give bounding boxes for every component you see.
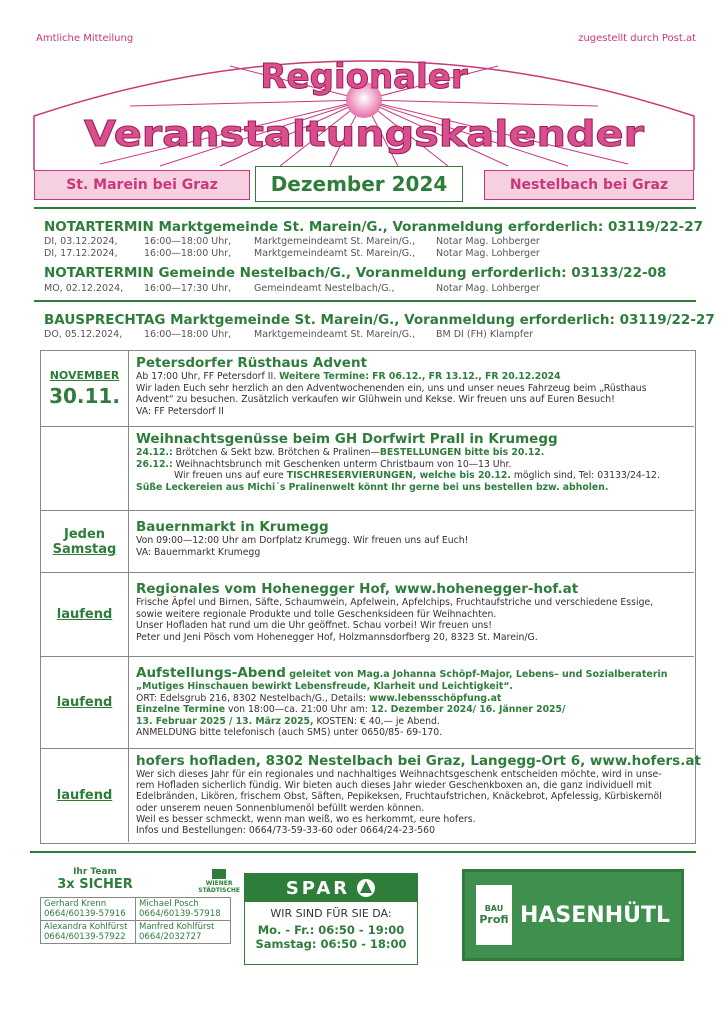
top-right-note: zugestellt durch Post.at <box>578 33 696 44</box>
event-title: Regionales vom Hohenegger Hof, www.hohenegger-hof.at <box>136 581 579 597</box>
contact-cell: Alexandra Kohlfürst 0664/60139-57922 <box>41 921 136 944</box>
spar-logo: SPAR <box>245 874 417 902</box>
event-row-bauernmarkt <box>41 511 694 573</box>
event-title: Weihnachtsgenüsse beim GH Dorfwirt Prall in Krumegg <box>136 431 558 447</box>
event-title: Aufstellungs-Abend geleitet von Mag.a Johanna Schöpf-Major, Lebens– und Sozialberaterin <box>136 665 668 681</box>
top-left-note: Amtliche Mitteilung <box>36 33 134 44</box>
event-date-cell <box>41 511 129 572</box>
location-nestelbach: Nestelbach bei Graz <box>484 170 694 200</box>
event-description: 24.12.: Brötchen & Sekt bzw. Brötchen & Pralinen—BESTELLUNGEN bitte bis 20.12. 26.12.: Weihnachtsbrunch mit Geschenken unterm Christbaum von 10—13 Uhr. Wir freuen uns auf eure TISCHRESERVIERUNGEN, welche bis 20.12. möglich sind, Tel: 03133/24-12. Süße Leckereien aus Michi´s Pralinenwelt könnt Ihr gerne bei uns bestellen bzw. abholen. <box>136 447 660 493</box>
title-veranstaltungskalender: Veranstaltungskalender <box>84 114 645 155</box>
hasenhuetl-ad <box>462 869 684 961</box>
event-description: „Mutiges Hinschauen bewirkt Lebensfreude, Klarheit und Leichtigkeit“. ORT: Edelsgrub 216, 8302 Nestelbach/G., Details: www.lebensschöpfung.at Einzelne Termine von 18:00—ca. 21:00 Uhr am: 12. Dezember 2024/ 16. Jänner 2025/ 13. Februar 2025 / 13. März 2025, KOSTEN: € 40,— je Abend. ANMELDUNG bitte telefonisch (auch SMS) unter 0650/85- 69-170. <box>136 681 566 739</box>
footer <box>30 855 696 980</box>
event-description: Von 09:00—12:00 Uhr am Dorfplatz Krumegg. Wir freuen uns auf Euch! VA: Bauernmarkt Krumegg <box>136 535 469 558</box>
event-description: Frische Äpfel und Birnen, Säfte, Schaumwein, Apfelwein, Apfelchips, Fruchtaufstriche und verschiedene Essige, sowie weitere regionale Produkte und tolle Geschenksideen für Weihnachten. Unser Hofladen hat rund um die Uhr geöffnet. Schau vorbei! Wir freuen uns! Peter und Jeni Pösch vom Hohenegger Hof, Holzmannsdorfberg 20, 8323 St. Marein/G. <box>136 597 654 643</box>
bau-profi-logo: BAU Profi <box>476 885 512 945</box>
event-date-cell <box>41 657 129 748</box>
event-date-cell <box>41 427 129 510</box>
event-row-weihnachtsgenuesse <box>41 427 694 511</box>
event-month: NOVEMBER <box>49 369 120 382</box>
header-arch-graphic <box>30 46 698 170</box>
notar-date-row: MO, 02.12.2024, 16:00—17:30 Uhr, Gemeindeamt Nestelbach/G., Notar Mag. Lohberger <box>44 283 540 294</box>
event-row-hohenegger <box>41 573 694 657</box>
event-label: Samstag <box>52 541 117 557</box>
divider <box>34 207 696 209</box>
event-date-cell <box>41 351 129 426</box>
spar-hours-saturday: Samstag: 06:50 - 18:00 <box>255 937 407 951</box>
insurance-team-ad <box>40 867 240 944</box>
event-row-hofers <box>41 749 701 842</box>
title-regionaler: Regionaler <box>260 57 468 97</box>
event-day: 30.11. <box>49 384 120 408</box>
spar-hours-weekday: Mo. - Fr.: 06:50 - 19:00 <box>257 923 405 937</box>
team-contacts <box>40 897 231 944</box>
wiener-staedtische-logo: WIENER STÄDTISCHE <box>198 867 240 894</box>
event-label: laufend <box>56 607 113 622</box>
event-title: hofers hofladen, 8302 Nestelbach bei Graz, Langegg-Ort 6, www.hofers.at <box>136 753 701 769</box>
notar-title-st-marein: NOTARTERMIN Marktgemeinde St. Marein/G., Voranmeldung erforderlich: 03119/22-27 <box>44 219 704 235</box>
event-title: Petersdorfer Rüsthaus Advent <box>136 355 368 371</box>
contact-cell: Manfred Kohlfürst 0664/2032727 <box>136 921 231 944</box>
notar-date-row: DI, 17.12.2024, 16:00—18:00 Uhr, Marktgemeindeamt St. Marein/G., Notar Mag. Lohberger <box>44 248 540 259</box>
event-label: laufend <box>56 788 113 803</box>
contact-cell: Gerhard Krenn 0664/60139-57916 <box>41 898 136 921</box>
divider <box>34 300 696 302</box>
events-table <box>40 350 701 844</box>
event-row-aufstellungs-abend <box>41 657 694 749</box>
event-date-cell <box>41 749 129 842</box>
team-small: Ihr Team <box>73 867 117 877</box>
event-label: laufend <box>56 695 113 710</box>
event-title: Bauernmarkt in Krumegg <box>136 519 329 535</box>
event-description: Ab 17:00 Uhr, FF Petersdorf II. Weitere Termine: FR 06.12., FR 13.12., FR 20.12.2024 Wir laden Euch sehr herzlich an den Adventwochenenden ein, uns und unser neues Fahrzeug beim „Rüsthaus Advent“ zu besuchen. Zusätzlich verkaufen wir Glühwein und Kekse. Wir freuen uns auf Euren Besuch! VA: FF Petersdorf II <box>136 371 647 417</box>
bausprechtag-title: BAUSPRECHTAG Marktgemeinde St. Marein/G., Voranmeldung erforderlich: 03119/22-27 <box>44 312 715 328</box>
event-date-cell <box>41 573 129 656</box>
event-row-rüsthaus <box>41 351 694 427</box>
notar-date-row: DI, 03.12.2024, 16:00—18:00 Uhr, Marktgemeindeamt St. Marein/G., Notar Mag. Lohberger <box>44 236 540 247</box>
team-big: 3x SICHER <box>57 877 133 892</box>
insurer-icon <box>212 869 226 879</box>
spar-slogan: WIR SIND FÜR SIE DA: <box>270 907 392 920</box>
notar-title-nestelbach: NOTARTERMIN Gemeinde Nestelbach/G., Voranmeldung erforderlich: 03133/22-08 <box>44 265 667 281</box>
contact-cell: Michael Posch 0664/60139-57918 <box>136 898 231 921</box>
event-description: Wer sich dieses Jahr für ein regionales und nachhaltiges Weihnachtsgeschenk entscheiden möchte, wird in unse- rem Hofladen sicherlich fündig. Wir bieten auch dieses Jahr wieder Geschenkboxen an, die ganz individuell mit Edelbränden, Likören, frischem Obst, Säften, Pepikeksen, Fruchtaufstrichen, Knäckebrot, Apfelessig, Kürbiskernöl oder unserem neuen Sonnenblumenöl befüllt werden können. Weil es besser schmeckt, wenn man weiß, wo es herkommt, eure hofers. Infos und Bestellungen: 0664/73-59-33-60 oder 0664/24-23-560 <box>136 769 662 837</box>
spar-ad <box>244 873 418 965</box>
spar-tree-icon <box>356 878 376 898</box>
month-label: Dezember 2024 <box>255 166 463 202</box>
hasenhuetl-name: HASENHÜTL <box>519 902 671 928</box>
bausprechtag-row: DO, 05.12.2024, 16:00—18:00 Uhr, Marktgemeindeamt St. Marein/G., BM DI (FH) Klampfer <box>44 329 533 340</box>
location-st-marein: St. Marein bei Graz <box>34 170 250 200</box>
divider <box>30 851 696 853</box>
event-label: Jeden <box>63 526 106 542</box>
